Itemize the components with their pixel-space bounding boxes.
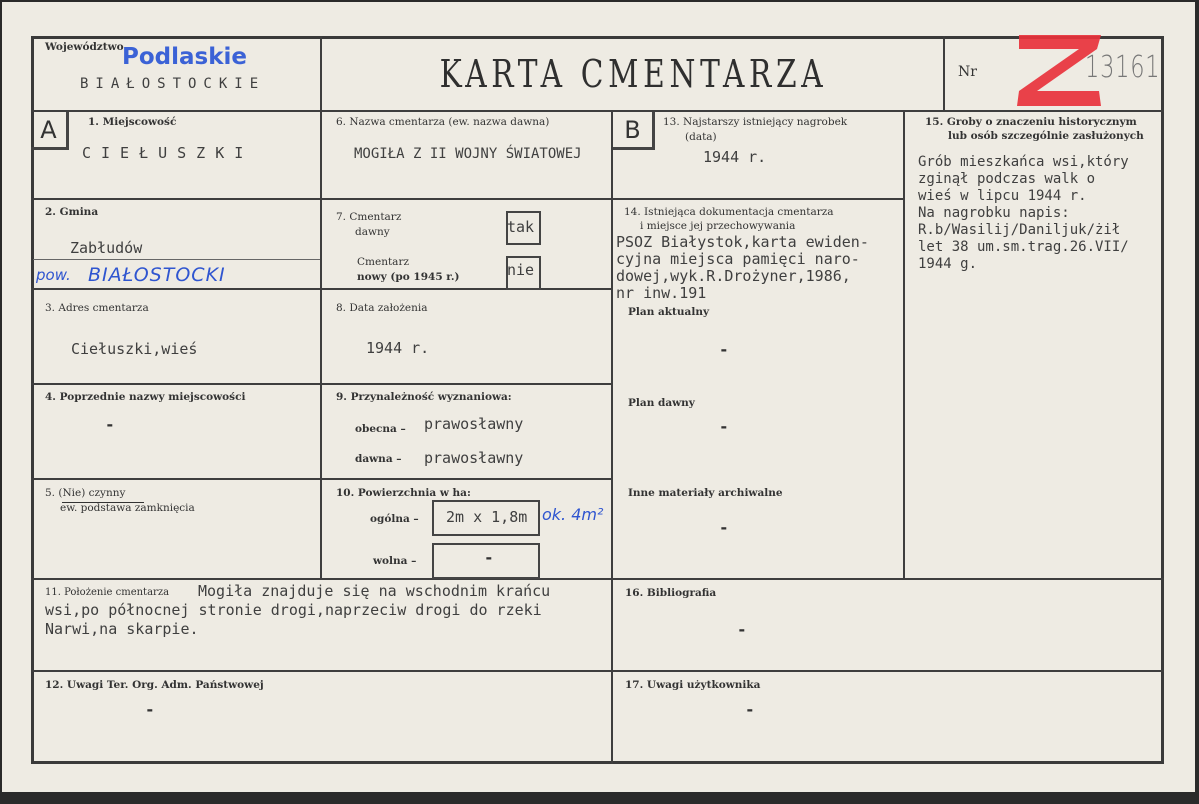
field-11-value-line3: Narwi,na skarpie. [45, 620, 199, 638]
field-14-value-line3: dowej,wyk.R.Drożyner,1986, [616, 267, 851, 285]
field-15-label-line2: lub osób szczególnie zasłużonych [948, 130, 1144, 142]
field-12-label: 12. Uwagi Ter. Org. Adm. Państwowej [45, 679, 264, 691]
field-3-label: 3. Adres cmentarza [45, 302, 149, 314]
field-3-value: Ciełuszki,wieś [71, 340, 198, 358]
field-9-former-value: prawosławny [424, 449, 524, 467]
field-6-label: 6. Nazwa cmentarza (ew. nazwa dawna) [336, 116, 550, 128]
field-7-new-label-1: Cmentarz [357, 256, 409, 268]
field-4-label: 4. Poprzednie nazwy miejscowości [45, 391, 246, 403]
field-11-value-line1: Mogiła znajduje się na wschodnim krańcu [198, 582, 551, 600]
field-7-old-value: tak [507, 218, 535, 236]
field-16-value: - [737, 620, 747, 639]
field-15-value-line2: zginął podczas walk o [918, 171, 1096, 187]
other-materials-label: Inne materiały archiwalne [628, 487, 783, 499]
page-title: KARTA CMENTARZA [439, 52, 828, 96]
field-9-label: 9. Przynależność wyznaniowa: [336, 391, 512, 403]
field-11-label: 11. Położenie cmentarza [45, 587, 170, 598]
voivodeship-stamp: Podlaskie [122, 44, 247, 70]
field-12-value: - [145, 700, 155, 719]
field-8-label: 8. Data założenia [336, 302, 428, 314]
field-2-underline [33, 259, 320, 260]
field-15-value-line4: Na nagrobku napis: [918, 205, 1070, 221]
field-14-value-line2: cyjna miejsca pamięci naro- [616, 250, 860, 268]
plan-old-label: Plan dawny [628, 397, 695, 409]
other-materials-value: - [719, 518, 729, 537]
plan-current-value: - [719, 340, 729, 359]
field-15-label-line1: 15. Groby o znaczeniu historycznym [925, 116, 1137, 128]
nr-label: Nr [958, 64, 977, 80]
field-2-handwritten-prefix: pow. [36, 266, 71, 284]
field-2-label: 2. Gmina [45, 206, 99, 218]
field-9-current-label: obecna – [355, 423, 406, 435]
plan-old-value: - [719, 417, 729, 436]
field-10-total-handwritten: ok. 4m² [542, 505, 604, 524]
field-1-value: CIEŁUSZKI [82, 144, 254, 162]
field-6-value: MOGIŁA Z II WOJNY ŚWIATOWEJ [354, 146, 582, 162]
field-14-value-line1: PSOZ Białystok,karta ewiden- [616, 233, 869, 251]
field-10-free-value: - [484, 548, 494, 567]
voivodeship-value: BIAŁOSTOCKIE [80, 76, 266, 92]
field-15-value-line5: R.b/Wasilij/Daniljuk/żił [918, 222, 1121, 238]
field-5-label-line2: ew. podstawa zamknięcia [60, 502, 195, 514]
field-7-old-label-2: dawny [355, 226, 390, 238]
field-11-value-line2: wsi,po północnej stronie drogi,naprzeciw drogi do rzeki [45, 601, 542, 619]
plan-current-label: Plan aktualny [628, 306, 710, 318]
field-14-value-line4: nr inw.191 [616, 284, 707, 302]
field-9-former-label: dawna – [355, 453, 402, 465]
field-17-value: - [745, 700, 755, 719]
field-5-label-line1: 5. (Nie) czynny [45, 487, 126, 499]
field-13-value: 1944 r. [703, 148, 767, 166]
field-13-label-line1: 13. Najstarszy istniejący nagrobek [663, 116, 848, 128]
field-9-current-value: prawosławny [424, 415, 524, 433]
field-2-value: Zabłudów [70, 239, 143, 257]
nr-value: 13161 [1085, 50, 1161, 85]
field-14-label-line2: i miejsce jej przechowywania [640, 220, 796, 232]
field-15-value-line1: Grób mieszkańca wsi,który [918, 154, 1129, 170]
field-10-label: 10. Powierzchnia w ha: [336, 487, 471, 499]
field-7-new-value: nie [507, 261, 535, 279]
field-15-value-line7: 1944 g. [918, 256, 978, 272]
field-2-handwritten-value: BIAŁOSTOCKI [88, 264, 226, 286]
field-4-value: - [105, 415, 115, 434]
field-15-value-line3: wieś w lipcu 1944 r. [918, 188, 1087, 204]
field-13-label-line2: (data) [685, 131, 717, 143]
field-10-free-label: wolna – [373, 555, 417, 567]
section-b-badge: B [613, 112, 655, 150]
section-a-badge: A [31, 112, 69, 150]
field-8-value: 1944 r. [366, 339, 430, 357]
field-7-old-label-1: 7. Cmentarz [336, 211, 402, 223]
field-15-value-line6: let 38 um.sm.trag.26.VII/ [918, 239, 1129, 255]
field-5-strikethrough [62, 502, 144, 503]
field-17-label: 17. Uwagi użytkownika [625, 679, 761, 691]
field-1-label: 1. Miejscowość [88, 116, 177, 128]
field-10-total-value: 2m x 1,8m [446, 508, 528, 526]
field-7-new-label-2: nowy (po 1945 r.) [357, 271, 460, 283]
field-10-total-label: ogólna – [370, 513, 419, 525]
voivodeship-label: Województwo [45, 41, 124, 53]
field-14-label-line1: 14. Istniejąca dokumentacja cmentarza [624, 206, 834, 218]
field-16-label: 16. Bibliografia [625, 587, 717, 599]
